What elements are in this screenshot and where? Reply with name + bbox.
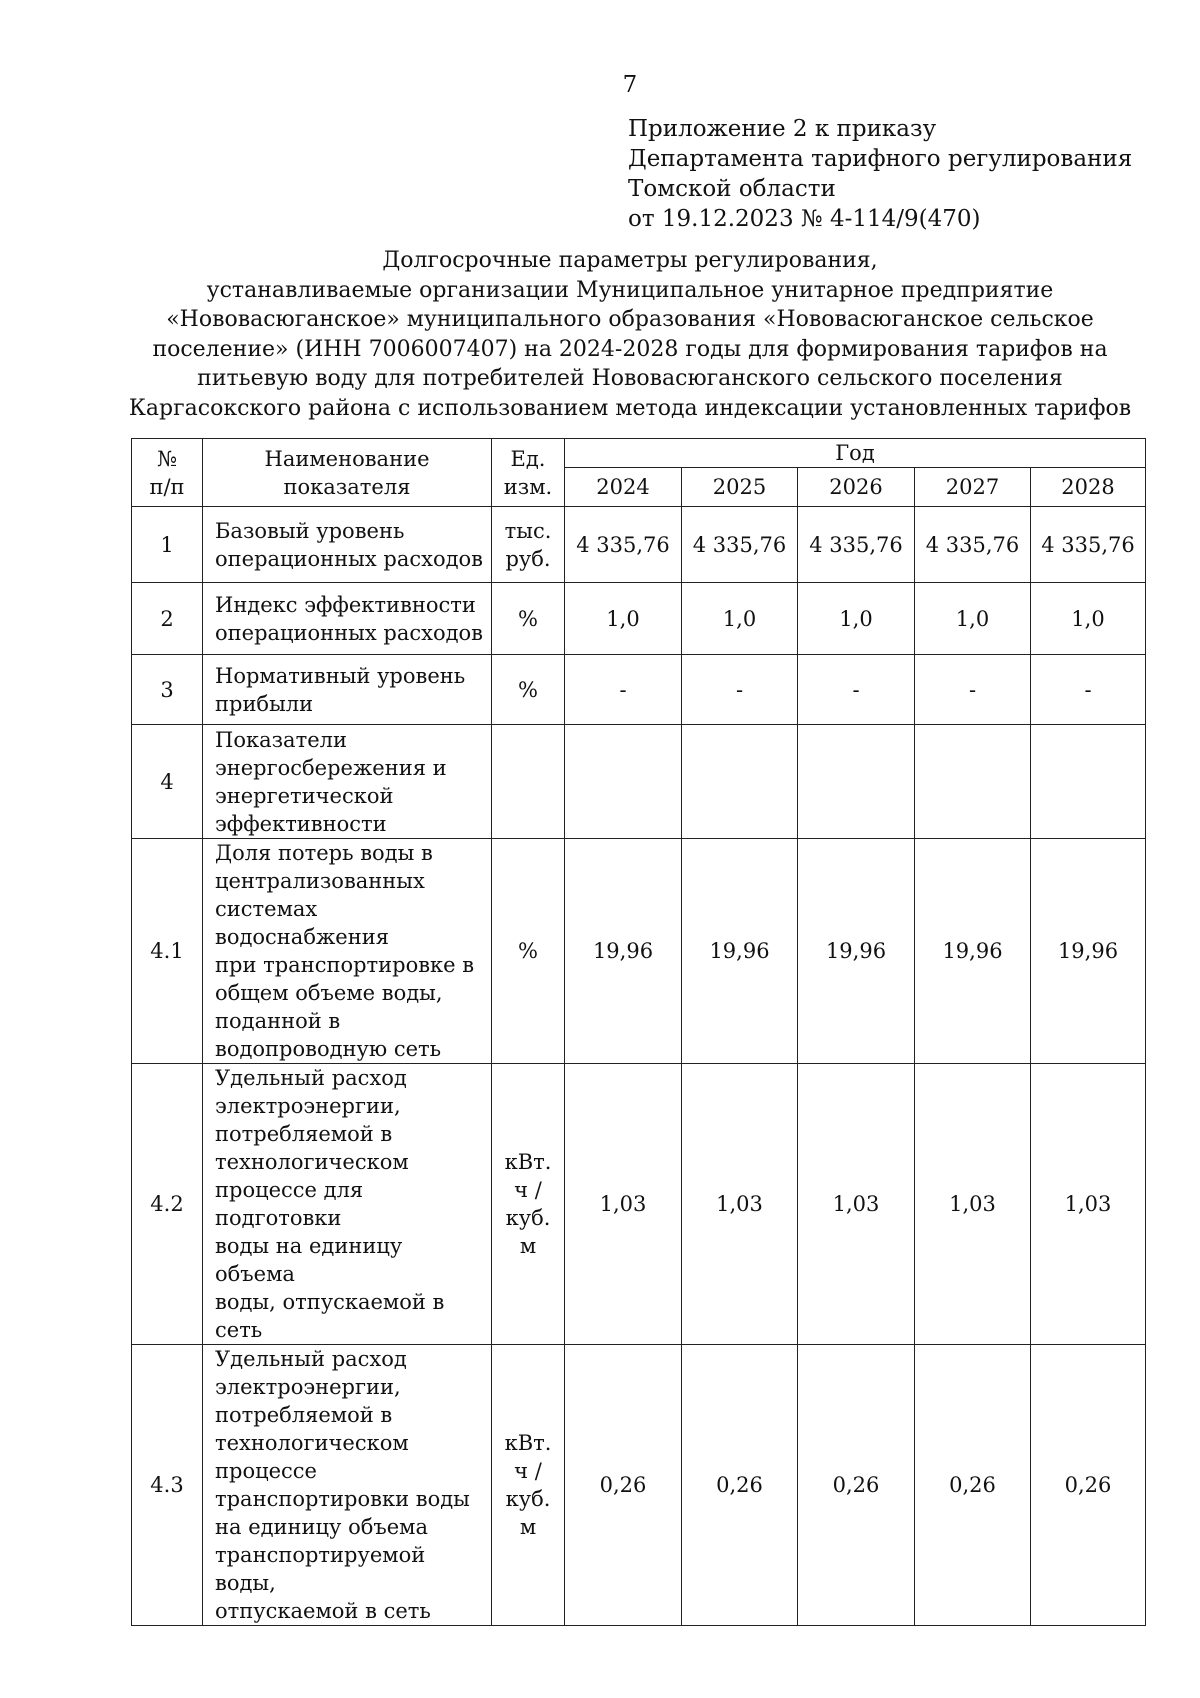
year-value [565, 725, 682, 839]
unit-line: кВт. [504, 1150, 552, 1174]
indicator-name [203, 583, 492, 655]
row-number: 1 [132, 507, 203, 583]
unit [492, 725, 565, 839]
year-value: 0,26 [1031, 1345, 1146, 1626]
year-value: 1,03 [565, 1064, 682, 1345]
indicator-name-line: воды, отпускаемой в [215, 1290, 445, 1314]
header-year: 2024 [565, 468, 682, 507]
indicator-name-line: Удельный расход [215, 1347, 407, 1371]
year-value: 4 335,76 [682, 507, 798, 583]
indicator-name-line: водопроводную сеть [215, 1037, 442, 1061]
header-text: п/п [149, 474, 185, 499]
table-row [132, 507, 1146, 583]
header-text: изм. [503, 474, 553, 499]
year-value: 1,03 [798, 1064, 915, 1345]
year-value [915, 725, 1031, 839]
indicator-name-line: прибыли [215, 691, 314, 716]
table-row [132, 839, 1146, 1064]
table-row [132, 1064, 1146, 1345]
unit-line: % [518, 677, 538, 702]
year-value: 1,0 [1031, 583, 1146, 655]
indicator-name-line: сеть [215, 1318, 263, 1342]
indicator-name-line: транспортировки воды [215, 1487, 470, 1511]
unit [492, 839, 565, 1064]
table-body [132, 507, 1146, 1626]
indicator-name-line: потребляемой в [215, 1403, 393, 1427]
header-year-group: Год [565, 439, 1146, 468]
indicator-name-line: процессе для подготовки [215, 1178, 364, 1230]
header-year: 2027 [915, 468, 1031, 507]
year-value: 0,26 [565, 1345, 682, 1626]
header-unit [492, 439, 565, 507]
header-year: 2028 [1031, 468, 1146, 507]
year-value: 1,03 [1031, 1064, 1146, 1345]
indicator-name-line: операционных расходов [215, 546, 484, 571]
year-value: - [565, 655, 682, 725]
year-value: 19,96 [798, 839, 915, 1064]
indicator-name-line: Удельный расход [215, 1066, 407, 1090]
indicator-name-line: поданной в [215, 1009, 341, 1033]
row-number: 4.2 [132, 1064, 203, 1345]
indicator-name-line: Доля потерь воды в [215, 841, 433, 865]
indicator-name-line: Базовый уровень [215, 518, 405, 543]
header-year: 2026 [798, 468, 915, 507]
unit-line: кВт. [504, 1431, 552, 1455]
indicator-name-line: электроэнергии, [215, 1094, 401, 1118]
unit-line: м [519, 1515, 537, 1539]
year-value: 19,96 [682, 839, 798, 1064]
header-number [132, 439, 203, 507]
year-value: - [798, 655, 915, 725]
unit-line: ч / [514, 1178, 542, 1202]
title-line: Долгосрочные параметры регулирования, [382, 248, 878, 273]
appendix-line: от 19.12.2023 № 4-114/9(470) [628, 206, 981, 232]
year-value: 1,0 [682, 583, 798, 655]
header-text: Наименование [264, 446, 430, 471]
indicator-name-line: общем объеме воды, [215, 981, 443, 1005]
table-row [132, 1345, 1146, 1626]
year-value: 19,96 [915, 839, 1031, 1064]
year-value: - [682, 655, 798, 725]
indicator-name-line: транспортируемой воды, [215, 1543, 426, 1595]
year-value: 4 335,76 [1031, 507, 1146, 583]
document-title [100, 246, 1160, 423]
row-number: 4.1 [132, 839, 203, 1064]
header-text: показателя [283, 474, 411, 499]
unit-line: % [518, 606, 538, 631]
year-value: 4 335,76 [915, 507, 1031, 583]
indicator-name-line: системах водоснабжения [215, 897, 389, 949]
year-value [682, 725, 798, 839]
unit [492, 507, 565, 583]
unit-line: м [519, 1234, 537, 1258]
unit-line: куб. [505, 1206, 551, 1230]
year-value: - [1031, 655, 1146, 725]
indicator-name-line: энергетической [215, 783, 394, 808]
page-number: 7 [622, 72, 638, 98]
table-row [132, 655, 1146, 725]
year-value: 1,03 [682, 1064, 798, 1345]
indicator-name-line: воды на единицу объема [215, 1234, 403, 1286]
indicator-name [203, 507, 492, 583]
year-value: 19,96 [565, 839, 682, 1064]
indicator-name-line: Индекс эффективности [215, 592, 476, 617]
year-value [798, 725, 915, 839]
year-value: 0,26 [798, 1345, 915, 1626]
unit [492, 655, 565, 725]
year-value: 1,03 [915, 1064, 1031, 1345]
year-value: 4 335,76 [798, 507, 915, 583]
indicator-name-line: потребляемой в [215, 1122, 393, 1146]
indicator-name [203, 655, 492, 725]
header-text: № [157, 446, 177, 471]
title-line: питьевую воду для потребителей Нововасюганского сельского поселения [197, 366, 1063, 391]
indicator-name-line: отпускаемой в сеть [215, 1599, 431, 1623]
title-line: поселение» (ИНН 7006007407) на 2024-2028 годы для формирования тарифов на [152, 336, 1108, 362]
appendix-reference [628, 114, 1132, 234]
indicator-name [203, 725, 492, 839]
table-row [132, 583, 1146, 655]
indicator-name-line: процессе [215, 1459, 317, 1483]
title-line: «Нововасюганское» муниципального образования «Нововасюганское сельское [166, 307, 1094, 332]
unit [492, 1345, 565, 1626]
unit-line: куб. [505, 1487, 551, 1511]
title-line: устанавливаемые организации Муниципальное унитарное предприятие [206, 277, 1054, 303]
year-value: 0,26 [682, 1345, 798, 1626]
header-year: 2025 [682, 468, 798, 507]
indicator-name-line: на единицу объема [215, 1515, 429, 1539]
indicator-name-line: эффективности [215, 811, 387, 836]
year-value: 19,96 [1031, 839, 1146, 1064]
row-number: 3 [132, 655, 203, 725]
indicator-name [203, 1064, 492, 1345]
year-value [1031, 725, 1146, 839]
header-text: Ед. [510, 446, 546, 471]
unit [492, 1064, 565, 1345]
indicator-name-line: при транспортировке в [215, 953, 475, 977]
title-line: Каргасокского района с использованием метода индексации установленных тарифов [128, 395, 1132, 421]
unit-line: % [518, 939, 538, 963]
table-row [132, 725, 1146, 839]
indicator-name-line: технологическом [215, 1431, 409, 1455]
indicator-name-line: централизованных [215, 869, 425, 893]
appendix-line: Томской области [628, 176, 836, 202]
year-value: 0,26 [915, 1345, 1031, 1626]
row-number: 2 [132, 583, 203, 655]
indicator-name-line: операционных расходов [215, 620, 484, 645]
indicator-name-line: технологическом [215, 1150, 409, 1174]
header-name [203, 439, 492, 507]
year-value: 1,0 [565, 583, 682, 655]
appendix-line: Приложение 2 к приказу [628, 116, 937, 142]
table-header [132, 439, 1146, 507]
year-value: 4 335,76 [565, 507, 682, 583]
indicator-name [203, 839, 492, 1064]
indicator-name-line: энергосбережения и [215, 755, 447, 780]
year-value: 1,0 [915, 583, 1031, 655]
unit [492, 583, 565, 655]
indicator-name-line: Показатели [215, 727, 347, 752]
indicator-name [203, 1345, 492, 1626]
row-number: 4.3 [132, 1345, 203, 1626]
unit-line: руб. [505, 546, 551, 571]
indicator-name-line: электроэнергии, [215, 1375, 401, 1399]
appendix-line: Департамента тарифного регулирования [628, 146, 1133, 172]
unit-line: ч / [514, 1459, 542, 1483]
row-number: 4 [132, 725, 203, 839]
unit-line: тыс. [504, 518, 552, 543]
year-value: 1,0 [798, 583, 915, 655]
year-value: - [915, 655, 1031, 725]
indicator-name-line: Нормативный уровень [215, 663, 466, 688]
parameters-table [131, 438, 1146, 1626]
